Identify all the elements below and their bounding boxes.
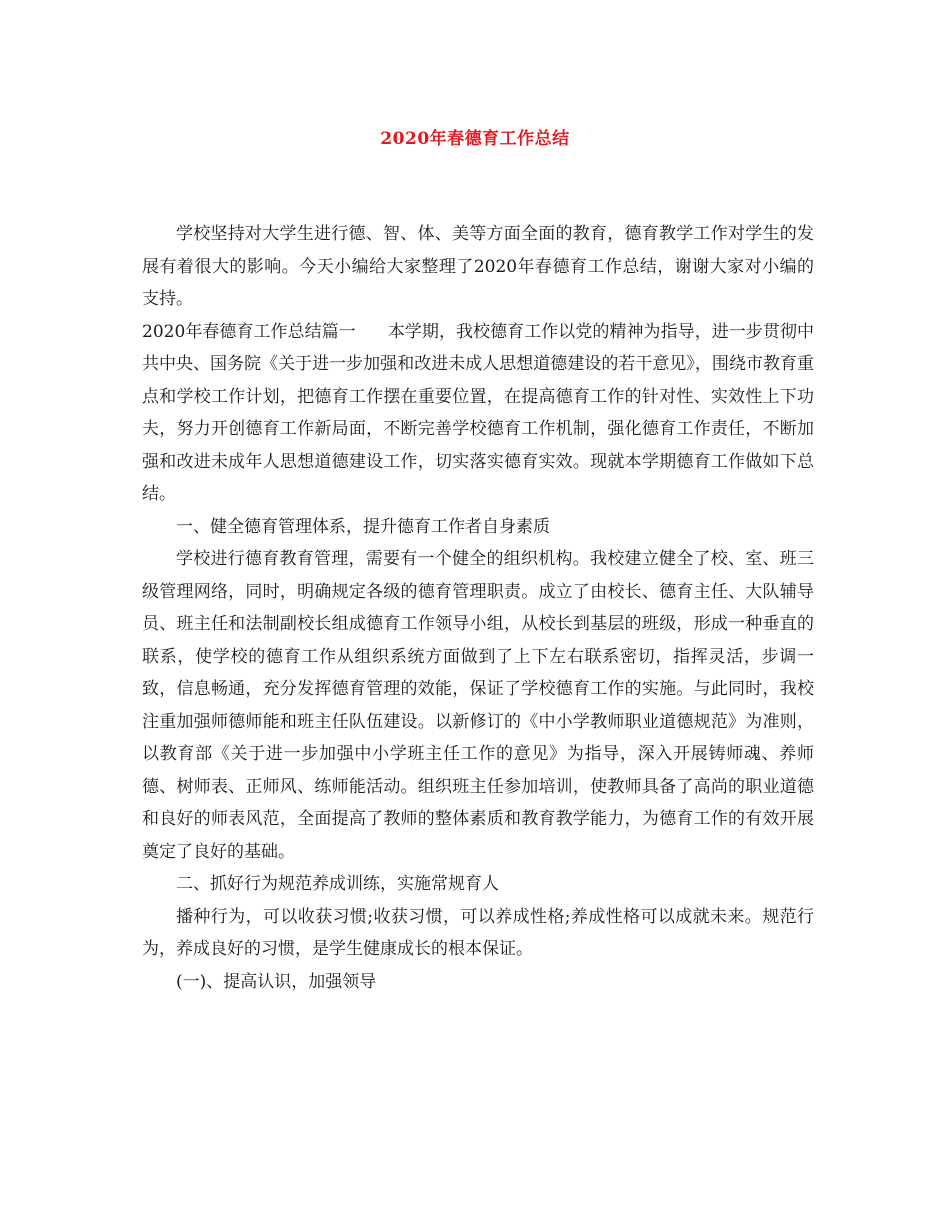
section-text: 本学期，我校德育工作以党的精神为指导，进一步贯彻中共中央、国务院《关于进一步加强和改进未成人思想道德建设的若干意见》，围绕市教育重点和学校工作计划，把德育工作摆在重要位置，在提高德育工作的针对性、实效性上下功夫，努力开创德育工作新局面，不断完善学校德育工作机制，强化德育工作责任，不断加强和改进未成年人思想道德建设工作，切实落实德育实效。现就本学期德育工作做如下总结。 (142, 321, 815, 504)
heading-two: 二、抓好行为规范养成训练，实施常规育人 (176, 874, 499, 894)
paragraph-behavior: 播种行为，可以收获习惯;收获习惯，可以养成性格;养成性格可以成就未来。规范行为，养成良好的习惯，是学生健康成长的根本保证。 (142, 906, 814, 959)
heading-one: 一、健全德育管理体系，提升德育工作者自身素质 (176, 516, 550, 537)
document-body (142, 218, 814, 998)
section-heading: 2020年春德育工作总结篇一 (142, 321, 356, 342)
paragraph-intro: 学校坚持对大学生进行德、智、体、美等方面全面的教育，德育教学工作对学生的发展有着很大的影响。今天小编给大家整理了2020年春德育工作总结，谢谢大家对小编的支持。 (142, 224, 814, 309)
document-title: 2020年春德育工作总结 (380, 129, 570, 149)
paragraph-management: 学校进行德育教育管理，需要有一个健全的组织机构。我校建立健全了校、室、班三级管理网络，同时，明确规定各级的德育管理职责。成立了由校长、德育主任、大队辅导员、班主任和法制副校长组成德育工作领导小组，从校长到基层的班级，形成一种垂直的联系，使学校的德育工作从组织系统方面做到了上下左右联系密切，指挥灵活，步调一致，信息畅通，充分发挥德育管理的效能，保证了学校德育工作的实施。与此同时，我校注重加强师德师能和班主任队伍建设。以新修订的《中小学教师职业道德规范》为准则，以教育部《关于进一步加强中小学班主任工作的意见》为指导，深入开展铸师魂、养师德、树师表、正师风、练师能活动。组织班主任参加培训，使教师具备了高尚的职业道德和良好的师表风范，全面提高了教师的整体素质和教育教学能力，为德育工作的有效开展奠定了良好的基础。 (142, 549, 814, 862)
paragraph-section-one (142, 316, 814, 511)
heading-subsection: (一)、提高认识，加强领导 (176, 971, 377, 992)
